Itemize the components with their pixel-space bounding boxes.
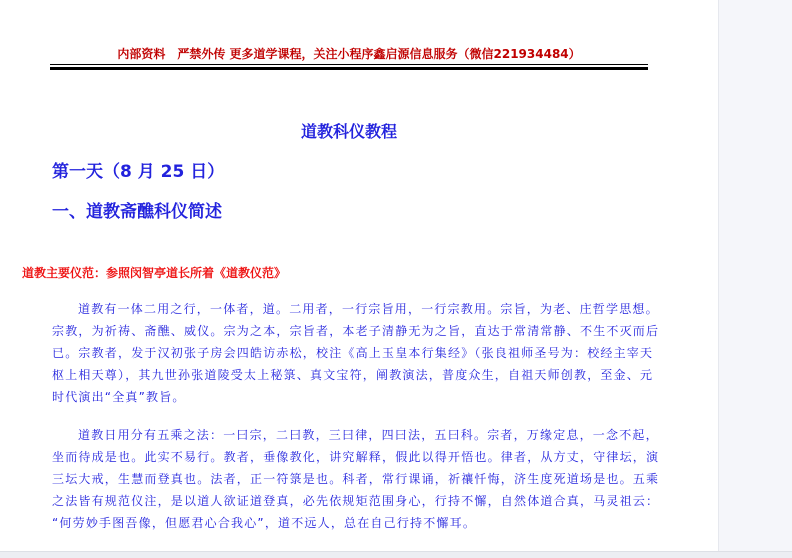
text-line: 道教日用分有五乘之法：一曰宗，二曰教，三曰律，四曰法，五曰科。宗者，万缘定息，一念不起， xyxy=(78,428,659,442)
text-line: 时代演出“全真”教旨。 xyxy=(52,390,186,404)
text-line: “何劳妙手图吾像，但愿君心合我心”，道不远人，总在自己行持不懈耳。 xyxy=(52,516,477,530)
subheading: 道教主要仪范：参照闵智亭道长所着《道教仪范》 xyxy=(22,266,287,280)
header-rule-thin xyxy=(50,64,648,65)
header-notice: 内部资料 严禁外传 更多道学课程，关注小程序鑫启源信息服务（微信221934484） xyxy=(117,47,581,61)
document-title: 道教科仪教程 xyxy=(300,122,397,141)
text-line: 枢上相天尊），其九世孙张道陵受太上秘箓、真文宝符，阐教演法，普度众生，自祖天师创教，至金、元 xyxy=(52,368,654,382)
paragraph-2 xyxy=(52,424,660,534)
text-line: 之法皆有规范仪注，是以道人欲证道登真，必先依规矩范围身心，行持不懈，自然体道合真，马灵祖云： xyxy=(52,494,660,508)
paragraph-1 xyxy=(52,298,660,408)
text-line: 三坛大戒，生慧而登真也。法者，正一符箓是也。科者，常行课诵，祈禳忏悔，济生度死道场是也。五乘 xyxy=(52,472,660,486)
text-line: 道教有一体二用之行，一体者，道。二用者，一行宗旨用，一行宗教用。宗旨，为老、庄哲学思想。 xyxy=(78,302,659,316)
text-line: 宗教，为祈祷、斋醮、威仪。宗为之本，宗旨者，本老子清静无为之旨，直达于常清常静、不生不灭而后 xyxy=(52,324,660,338)
text-line: 坐而待成是也。此实不易行。教者，垂像教化，讲究解释，假此以得开悟也。律者，从方丈，守律坛，演 xyxy=(52,450,660,464)
day-heading: 第一天（8 月 25 日） xyxy=(52,162,225,182)
header-rule-thick xyxy=(50,67,648,70)
text-line: 已。宗教者，发于汉初张子房会四皓访赤松，校注《高上玉皇本行集经》（张良祖师圣号为：校经主宰天 xyxy=(52,346,654,360)
section-heading: 一、道教斋醮科仪简述 xyxy=(52,202,222,222)
